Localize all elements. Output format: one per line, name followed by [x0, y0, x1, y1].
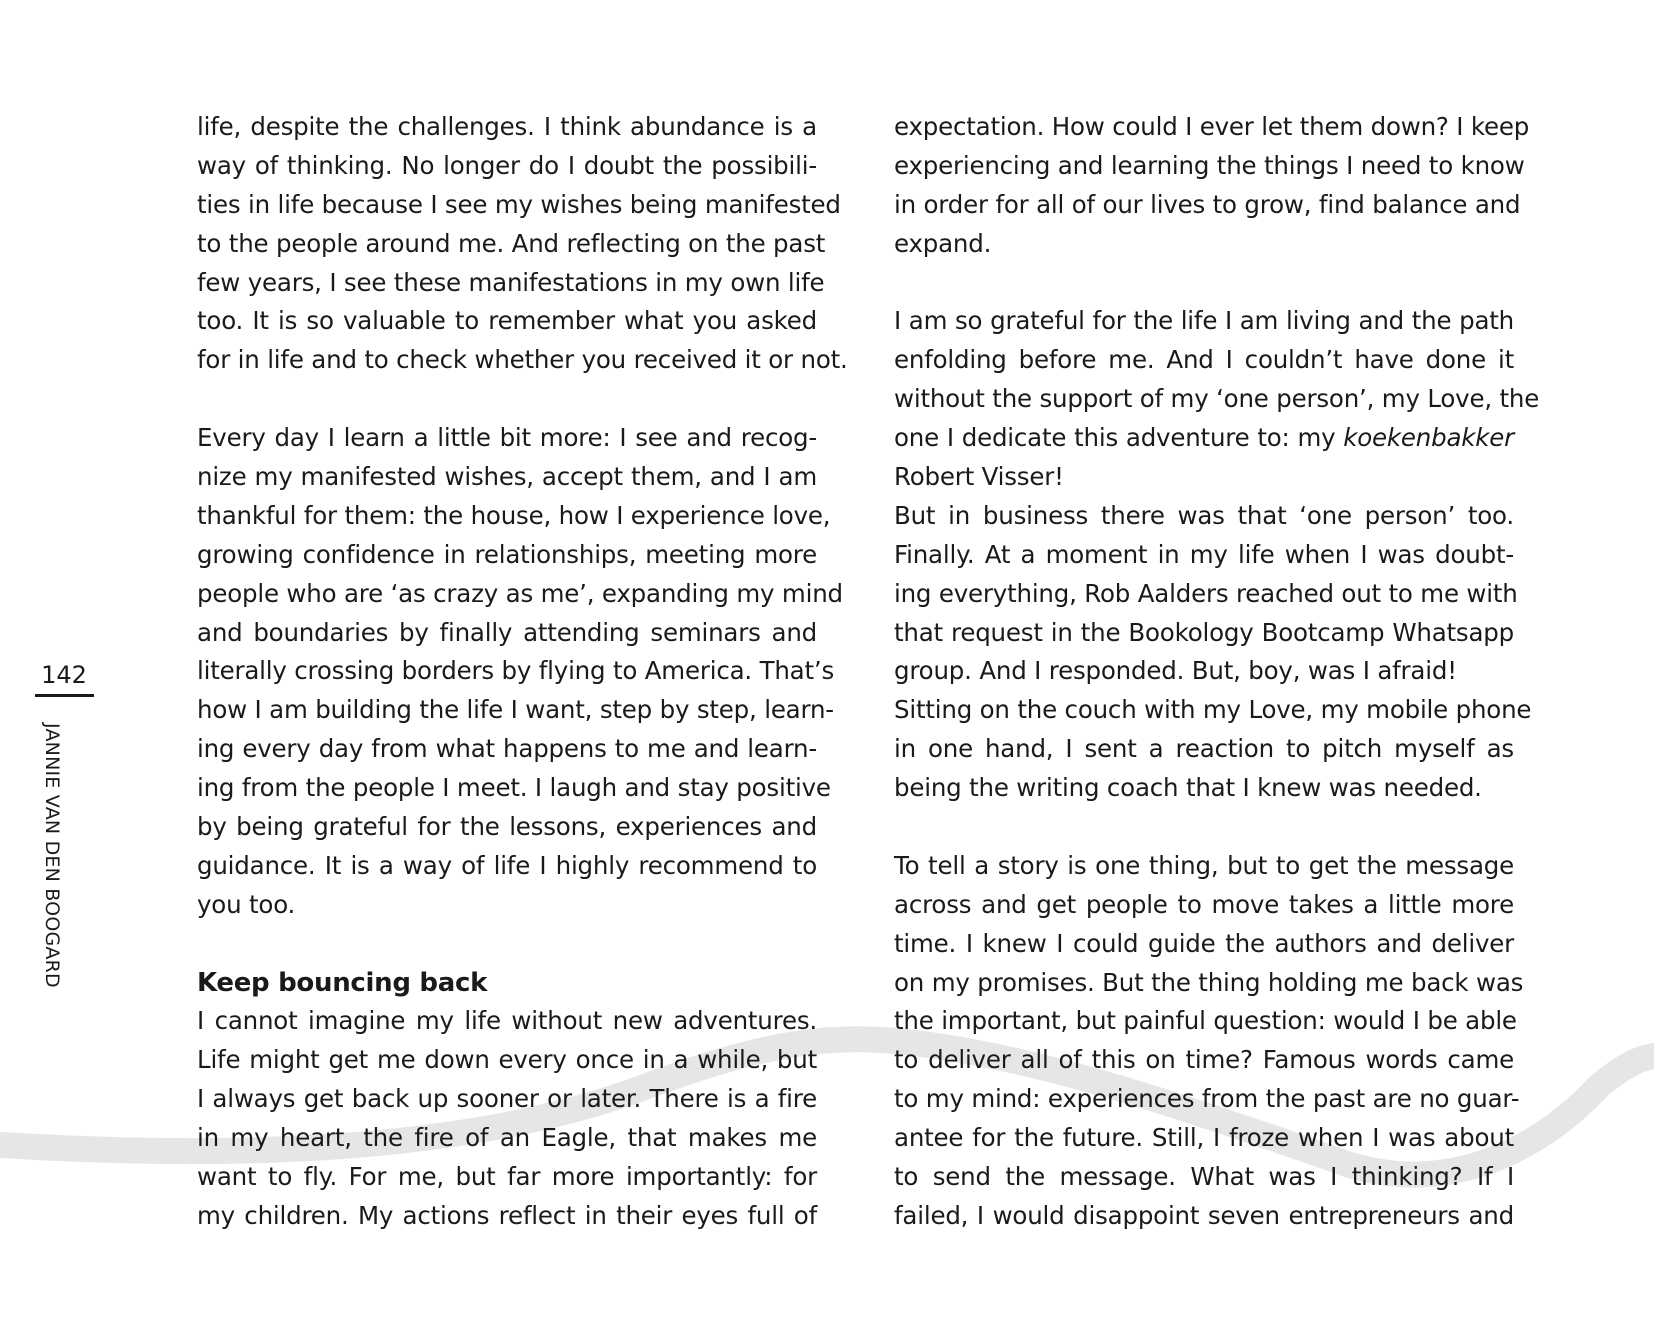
paragraph-expectation [894, 108, 1530, 264]
text-line: thankful for them: the house, how I experience love, [197, 500, 831, 530]
text-line: But in business there was that ‘one person’ too. [894, 500, 1514, 530]
paragraph-spacer [894, 808, 1514, 847]
paragraph-story [894, 847, 1524, 1236]
text-line: way of thinking. No longer do I doubt the possibili- [197, 150, 817, 180]
page-number: 142 [41, 661, 87, 689]
paragraph-couch [894, 691, 1532, 808]
paragraph-abundance [197, 108, 848, 380]
text-line: to send the message. What was I thinking? If I [894, 1162, 1514, 1192]
text-line: ties in life because I see my wishes being manifested [197, 189, 841, 219]
text-line: for in life and to check whether you received it or not. [197, 345, 848, 375]
text-line: how I am building the life I want, step by step, learn- [197, 695, 834, 725]
text-line: ing everything, Rob Aalders reached out to me with [894, 578, 1518, 608]
text-line: being the writing coach that I knew was needed. [894, 773, 1482, 803]
text-line: guidance. It is a way of life I highly recommend to [197, 850, 817, 880]
text-line: failed, I would disappoint seven entrepreneurs and [894, 1200, 1514, 1230]
text-line: to deliver all of this on time? Famous words came [894, 1045, 1514, 1075]
running-author: JANNIE VAN DEN BOOGARD [41, 723, 63, 988]
text-line: Robert Visser! [894, 462, 1064, 492]
dedication-italic-word: koekenbakker [1343, 423, 1514, 453]
text-line: few years, I see these manifestations in my own life [197, 267, 825, 297]
text-line: nize my manifested wishes, accept them, and I am [197, 462, 817, 492]
text-line: Life might get me down every once in a while, but [197, 1045, 817, 1075]
right-column [894, 108, 1540, 1236]
text-line: to the people around me. And reflecting on the past [197, 228, 826, 258]
text-line: in one hand, I sent a reaction to pitch myself as [894, 734, 1514, 764]
text-line: the important, but painful question: would I be able [894, 1006, 1517, 1036]
text-line: literally crossing borders by flying to America. That’s [197, 656, 835, 686]
text-line: that request in the Bookology Bootcamp Whatsapp [894, 617, 1514, 647]
paragraph-spacer [197, 380, 817, 419]
text-line: group. And I responded. But, boy, was I afraid! [894, 656, 1457, 686]
text-line: Sitting on the couch with my Love, my mobile phone [894, 695, 1532, 725]
text-line: across and get people to move takes a little more [894, 889, 1514, 919]
dedication-text: one I dedicate this adventure to: my [894, 423, 1344, 453]
text-line: in order for all of our lives to grow, find balance and [894, 189, 1521, 219]
text-line: Every day I learn a little bit more: I see and recog- [197, 423, 817, 453]
paragraph-every-day [197, 419, 843, 925]
left-column [197, 108, 848, 1236]
text-line: you too. [197, 889, 296, 919]
text-line: ing every day from what happens to me and learn- [197, 734, 817, 764]
text-line: I cannot imagine my life without new adventures. [197, 1006, 817, 1036]
paragraph-spacer [894, 264, 1514, 303]
text-line: in my heart, the fire of an Eagle, that makes me [197, 1123, 817, 1153]
text-line: To tell a story is one thing, but to get the message [894, 850, 1514, 880]
text-line: to my mind: experiences from the past are no guar- [894, 1084, 1520, 1114]
text-line: on my promises. But the thing holding me back was [894, 967, 1524, 997]
text-line: enfolding before me. And I couldn’t have done it [894, 345, 1514, 375]
text-line: without the support of my ‘one person’, my Love, the [894, 384, 1540, 414]
text-line: expectation. How could I ever let them down? I keep [894, 112, 1530, 141]
text-line: I am so grateful for the life I am living and the path [894, 306, 1514, 336]
text-line: and boundaries by finally attending seminars and [197, 617, 817, 647]
text-line: people who are ‘as crazy as me’, expanding my mind [197, 578, 843, 608]
text-line: ing from the people I meet. I laugh and stay positive [197, 773, 831, 803]
text-line: I always get back up sooner or later. There is a fire [197, 1084, 817, 1114]
text-line: expand. [894, 228, 992, 258]
text-line: time. I knew I could guide the authors and deliver [894, 928, 1514, 958]
text-line: my children. My actions reflect in their eyes full of [197, 1200, 817, 1230]
text-line: antee for the future. Still, I froze when I was about [894, 1123, 1514, 1153]
paragraph-adventures [197, 1002, 817, 1235]
page-number-rule [35, 694, 94, 697]
text-line: by being grateful for the lessons, experiences and [197, 812, 817, 842]
dedication-line [894, 419, 1514, 458]
text-line: too. It is so valuable to remember what you asked [197, 306, 817, 336]
paragraph-one-person [894, 497, 1518, 691]
section-heading: Keep bouncing back [197, 967, 488, 998]
paragraph-grateful [894, 302, 1540, 496]
text-line: want to fly. For me, but far more importantly: for [197, 1162, 817, 1192]
text-line: growing confidence in relationships, meeting more [197, 539, 817, 569]
text-line: Finally. At a moment in my life when I was doubt- [894, 539, 1514, 569]
paragraph-spacer [197, 925, 817, 964]
text-line: experiencing and learning the things I need to know [894, 150, 1525, 180]
text-line: life, despite the challenges. I think abundance is a [197, 112, 817, 141]
